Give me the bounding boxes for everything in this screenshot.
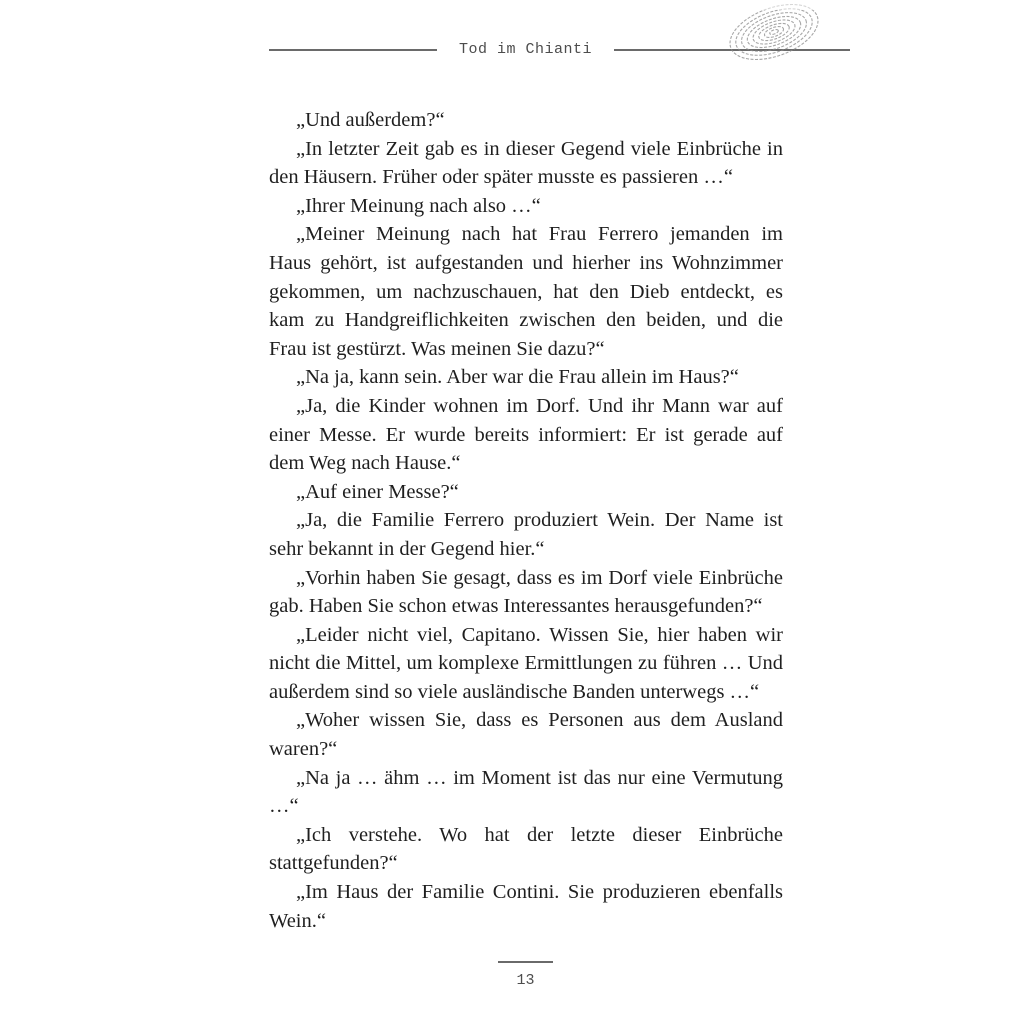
paragraph: „Auf einer Messe?“ (296, 480, 459, 503)
paragraph: „Leider nicht viel, Capitano. Wissen Sie, hier haben wir nicht die Mittel, um komplexe Ermittlungen zu führen … Und außerdem sind so viele ausländische Banden unterwegs …“ (269, 623, 783, 703)
paragraph: „Meiner Meinung nach hat Frau Ferrero jemanden im Haus gehört, ist aufgestanden und hierher ins Wohnzimmer gekommen, um nachzuschauen, hat den Dieb entdeckt, es kam zu Handgreiflichkeiten zwischen den beiden, und die Frau ist gestürzt. Was meinen Sie dazu?“ (269, 223, 783, 360)
paragraph: „Woher wissen Sie, dass es Personen aus dem Ausland waren?“ (269, 709, 783, 761)
paragraph: „Vorhin haben Sie gesagt, dass es im Dorf viele Einbrüche gab. Haben Sie schon etwas Interessantes herausgefunden?“ (269, 566, 783, 618)
running-head-title: Tod im Chianti (458, 41, 593, 58)
header-rule-left (269, 49, 437, 51)
paragraph: „Ja, die Kinder wohnen im Dorf. Und ihr Mann war auf einer Messe. Er wurde bereits informiert: Er ist gerade auf dem Weg nach Hause.“ (269, 394, 783, 475)
footer-rule (498, 961, 553, 963)
paragraph: „Im Haus der Familie Contini. Sie produzieren ebenfalls Wein.“ (269, 881, 783, 932)
paragraph: „Na ja … ähm … im Moment ist das nur eine Vermutung …“ (269, 766, 783, 818)
paragraph: „Und außerdem?“ (296, 109, 445, 131)
paragraph: „Ich verstehe. Wo hat der letzte dieser Einbrüche stattgefunden?“ (269, 823, 783, 875)
paragraph: „Na ja, kann sein. Aber war die Frau allein im Haus?“ (296, 366, 739, 389)
paragraph: „Ihrer Meinung nach also …“ (296, 194, 541, 217)
paragraph: „Ja, die Familie Ferrero produziert Wein. Der Name ist sehr bekannt in der Gegend hier.“ (269, 509, 783, 560)
fingerprint-icon (716, 2, 826, 68)
page-number: 13 (516, 972, 535, 989)
body-text (269, 106, 783, 935)
paragraph: „In letzter Zeit gab es in dieser Gegend viele Einbrüche in den Häusern. Früher oder später musste es passieren …“ (269, 137, 783, 189)
